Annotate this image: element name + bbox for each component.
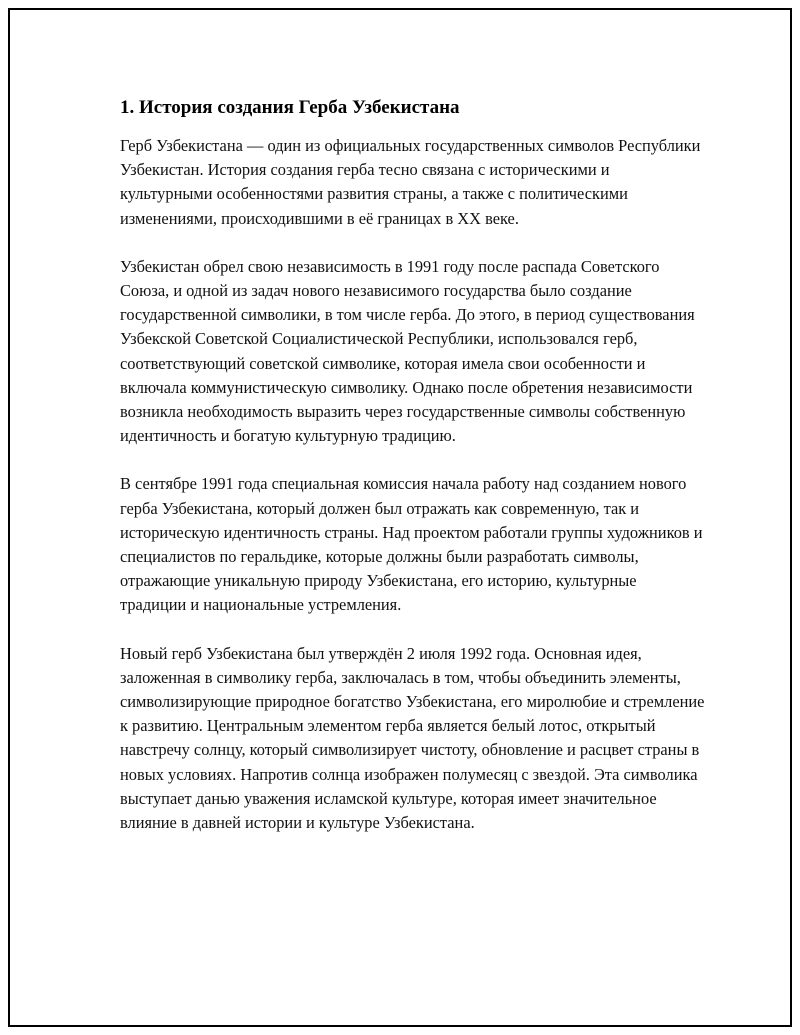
- paragraph-2: Узбекистан обрел свою независимость в 1991 году после распада Советского Союза, и одной из задач нового независимого государства было создание государственной символики, в том числе герба. До этого, в период существования Узбекской Советской Социалистической Республики, использовался герб, соответствующий советской символике, которая имела свои особенности и включала коммунистическую символику. Однако после обретения независимости возникла необходимость выразить через государственные символы собственную идентичность и богатую культурную традицию.: [120, 256, 695, 446]
- paragraph-4: Новый герб Узбекистана был утверждён 2 июля 1992 года. Основная идея, заложенная в символику герба, заключалась в том, чтобы объединить элементы, символизирующие природное богатство Узбекистана, его миролюбие и стремление к развитию. Центральным элементом герба является белый лотос, открытый навстречу солнцу, который символизирует чистоту, обновление и расцвет страны в новых условиях. Напротив солнца изображен полумесяц с звездой. Эта символика выступает данью уважения исламской культуре, которая имеет значительное влияние в давней истории и культуре Узбекистана.: [120, 643, 705, 833]
- paragraph-3: В сентябре 1991 года специальная комиссия начала работу над созданием нового герба Узбекистана, который должен был отражать как современную, так и историческую идентичность страны. Над проектом работали группы художников и специалистов по геральдике, которые должны были разработать символы, отражающие уникальную природу Узбекистана, его историю, культурные традиции и национальные устремления.: [120, 474, 703, 615]
- page-frame: [8, 8, 792, 1027]
- section-heading: 1. История создания Герба Узбекистана: [120, 97, 460, 118]
- paragraph-1: Герб Узбекистана — один из официальных государственных символов Республики Узбекистан. История создания герба тесно связана с историческими и культурными особенностями развития страны, а также с политическими изменениями, происходившими в её границах в XX веке.: [120, 136, 701, 228]
- document-body: [120, 96, 705, 859]
